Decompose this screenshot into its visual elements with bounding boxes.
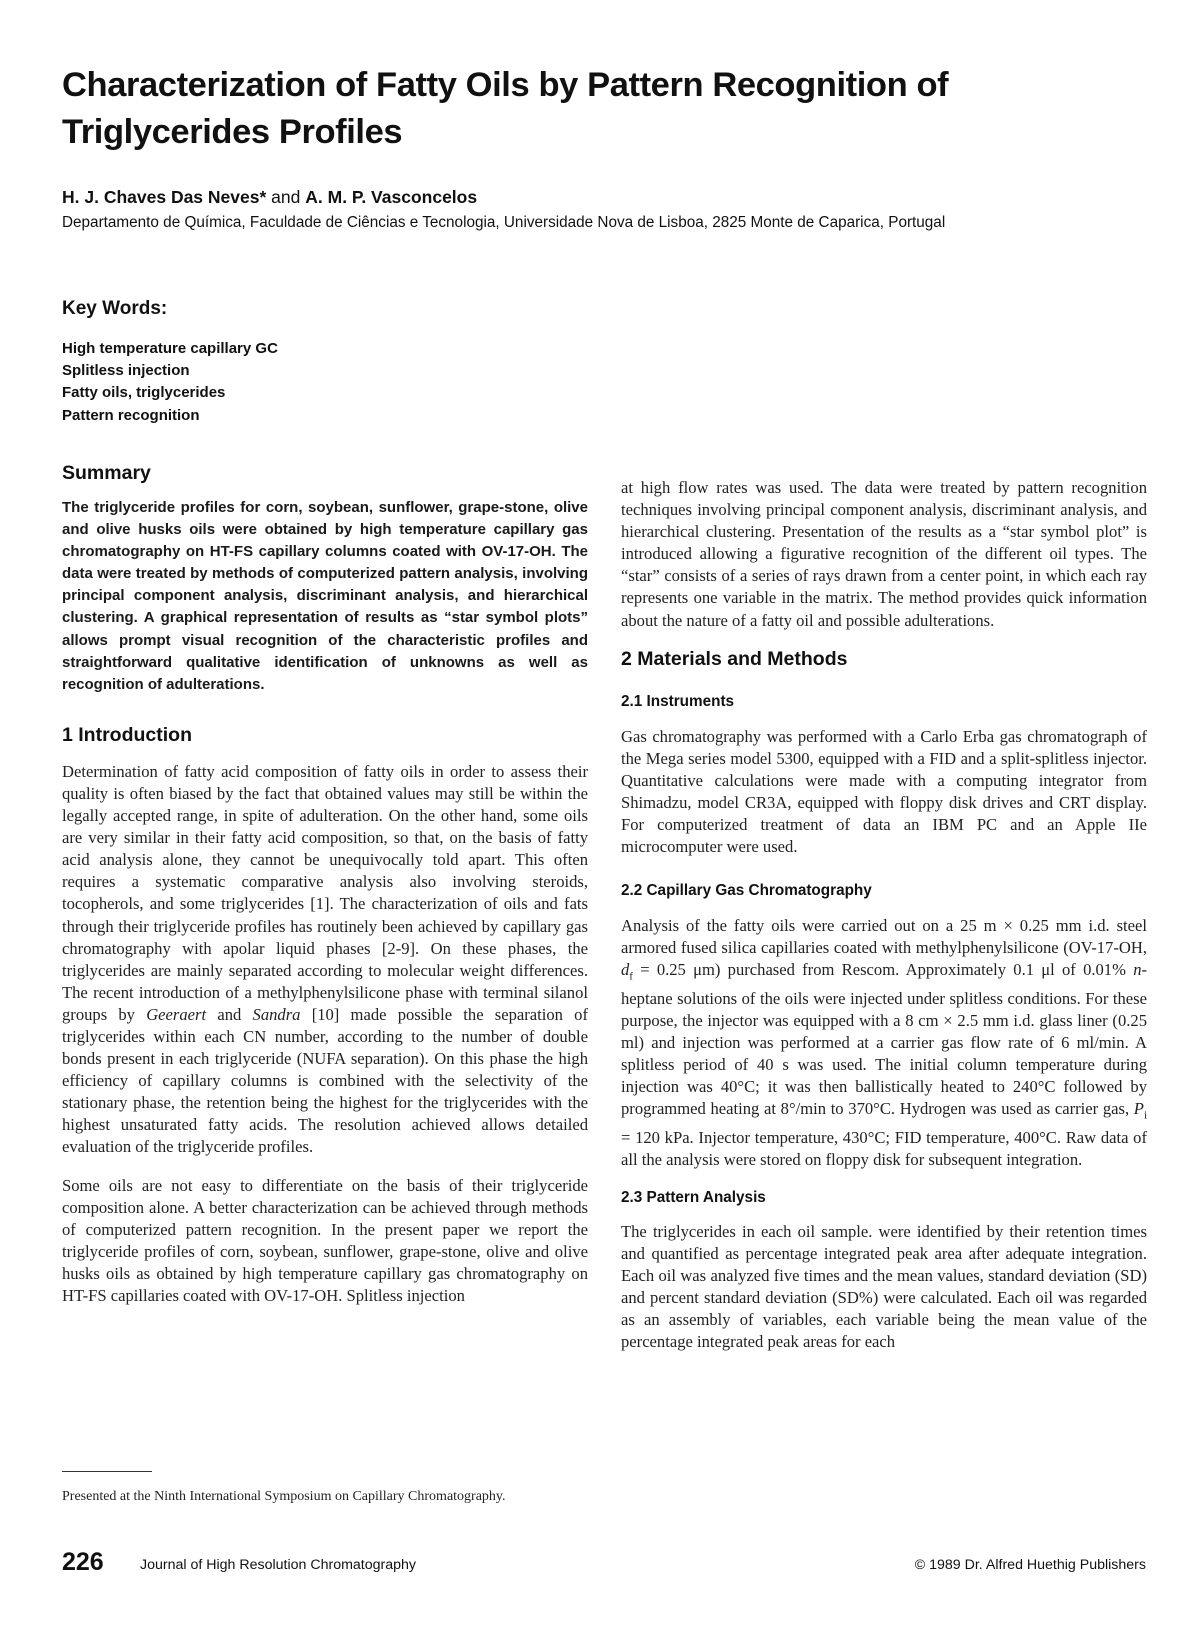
- and-word: and: [217, 1004, 242, 1024]
- author-2: A. M. P. Vasconcelos: [305, 187, 478, 207]
- footnote-divider: [62, 1471, 152, 1472]
- introduction-paragraph-1: [62, 761, 588, 1159]
- pattern-analysis-text: The triglycerides in each oil sample. were identified by their retention times and quantified as percentage integrated peak area after adequate integration. Each oil was analyzed five times and the mean values, standard deviation (SD) and percent standard deviation (SD%) were calculated. Each oil was regarded as an assembly of variables, each variable being the mean value of the percentage integrated peak areas for each: [621, 1221, 1147, 1352]
- pi-symbol: P: [1133, 1099, 1144, 1119]
- methods-heading: 2 Materials and Methods: [621, 647, 848, 670]
- author-line: [62, 187, 477, 208]
- keyword-item: Fatty oils, triglycerides: [62, 384, 226, 402]
- author-1: H. J. Chaves Das Neves*: [62, 187, 267, 207]
- df-subscript: f: [629, 970, 633, 983]
- page-number: 226: [62, 1548, 104, 1576]
- keyword-item: High temperature capillary GC: [62, 340, 278, 357]
- introduction-heading: 1 Introduction: [62, 723, 192, 746]
- df-symbol: d: [621, 960, 630, 980]
- n-italic: n: [1133, 960, 1142, 980]
- keyword-item: Splitless injection: [62, 362, 190, 380]
- right-column: [621, 478, 1148, 1353]
- affiliation: Departamento de Química, Faculdade de Ciências e Tecnologia, Universidade Nova de Lisboa, 2825 Monte de Caparica, Portugal: [62, 214, 946, 231]
- paper-title: Characterization of Fatty Oils by Pattern Recognition of Triglycerides Profiles: [62, 66, 949, 151]
- gc-text-part-1: Analysis of the fatty oils were carried out on a 25 m × 0.25 mm i.d. steel armored fused silica capillaries coated with methylphenylsilicone (OV-17-OH,: [621, 916, 1147, 958]
- instruments-text: Gas chromatography was performed with a Carlo Erba gas chromatograph of the Mega series model 5300, equipped with a FID and a split-splitless injector. Quantitative calculations were made with a computing integrator from Shimadzu, model CR3A, equipped with floppy disk drives and CRT display. For computerized treatment of data an IBM PC and an Apple IIe microcomputer were used.: [621, 726, 1147, 857]
- keyword-item: Pattern recognition: [62, 406, 200, 424]
- gc-heading: 2.2 Capillary Gas Chromatography: [621, 882, 872, 900]
- left-column: [62, 462, 588, 1307]
- gc-text-part-2: = 0.25 μm) purchased from Rescom. Approximately 0.1 μl of 0.01%: [640, 960, 1126, 980]
- copyright: © 1989 Dr. Alfred Huethig Publishers: [914, 1557, 1146, 1573]
- cited-author-sandra: Sandra: [252, 1004, 301, 1024]
- gc-text-part-3: -heptane solutions of the oils were injected under splitless conditions. For these purpose, the injector was equipped with a 8 cm × 2.5 mm i.d. glass liner (0.25 ml) and injection was performed at a carrier gas flow rate of 6 ml/min. A splitless period of 40 s was used. The initial column temperature during injection was 40°C; it was then ballistically heated to 240°C followed by programmed heating at 8°/min to 370°C. Hydrogen was used as carrier gas,: [621, 960, 1148, 1119]
- keywords-list: [62, 338, 278, 427]
- footnote: Presented at the Ninth International Symposium on Capillary Chromatography.: [62, 1489, 506, 1504]
- author-conjunction: and: [271, 187, 301, 207]
- keywords-heading: Key Words:: [62, 298, 168, 319]
- cited-author-geeraert: Geeraert: [146, 1004, 207, 1024]
- introduction-paragraph-2: Some oils are not easy to differentiate on the basis of their triglyceride composition alone. A better characterization can be achieved through methods of computerized pattern recognition. In the present paper we report the triglyceride profiles of corn, soybean, sunflower, grape-stone, olive and olive husks oils as obtained by high temperature capillary gas chromatography on HT-FS capillaries coated with OV-17-OH. Splitless injection: [62, 1175, 588, 1305]
- summary-text: The triglyceride profiles for corn, soybean, sunflower, grape-stone, olive and olive husks oils were obtained by high temperature capillary gas chromatography on HT-FS capillary columns coated with OV-17-OH. The data were treated by methods of computerized pattern analysis, involving principal component analysis, discriminant analysis, and hierarchical clustering. A graphical representation of results as “star symbol plots” allows prompt visual recognition of the characteristic profiles and straightforward qualitative identification of unknowns as well as recognition of adulterations.: [62, 499, 588, 693]
- summary-heading: Summary: [62, 462, 151, 484]
- introduction-p1-part-a: Determination of fatty acid composition of fatty oils in order to assess their quality is often biased by the fact that obtained values may still be within the legally accepted range, in spite of adulteration. On the other hand, some oils are very similar in their fatty acid composition, so that, on the basis of fatty acid analysis alone, they cannot be unequivocally told apart. This often requires a systematic comparative analysis also involving steroids, tocopherols, and some triglycerides [1]. The characterization of oils and fats through their triglyceride profiles has routinely been achieved by capillary gas chromatography with apolar liquid phases [2-9]. On these phases, the triglycerides are mainly separated according to molecular weight differences. The recent introduction of a methylphenylsilicone phase with terminal silanol groups by: [62, 761, 588, 1024]
- journal-name: Journal of High Resolution Chromatography: [140, 1557, 417, 1573]
- introduction-paragraph-2-continued: at high flow rates was used. The data were treated by pattern recognition techniques involving principal component analysis, discriminant analysis, and hierarchical clustering. Presentation of the results as a “star symbol plot” is introduced allowing a figurative recognition of the different oil types. The “star” consists of a series of rays drawn from a center point, in which each ray represents one variable in the matrix. The method provides quick information about the nature of a fatty oil and possible adulterations.: [621, 478, 1147, 630]
- introduction-p1-part-b: [10] made possible the separation of triglycerides within each CN number, according to the number of double bonds present in each triglyceride (NUFA separation). On this phase the high efficiency of capillary columns is combined with the selectivity of the stationary phase, the retention being the highest for the triglycerides with the highest unsaturated fatty acids. The resolution achieved allows detailed evaluation of the triglyceride profiles.: [62, 1004, 588, 1157]
- gc-text: [621, 915, 1147, 1171]
- pi-subscript: i: [1143, 1109, 1147, 1122]
- instruments-heading: 2.1 Instruments: [621, 692, 735, 710]
- gc-text-part-4: = 120 kPa. Injector temperature, 430°C; FID temperature, 400°C. Raw data of all the analysis were stored on floppy disk for subsequent integration.: [621, 1127, 1147, 1169]
- pattern-analysis-heading: 2.3 Pattern Analysis: [621, 1188, 766, 1206]
